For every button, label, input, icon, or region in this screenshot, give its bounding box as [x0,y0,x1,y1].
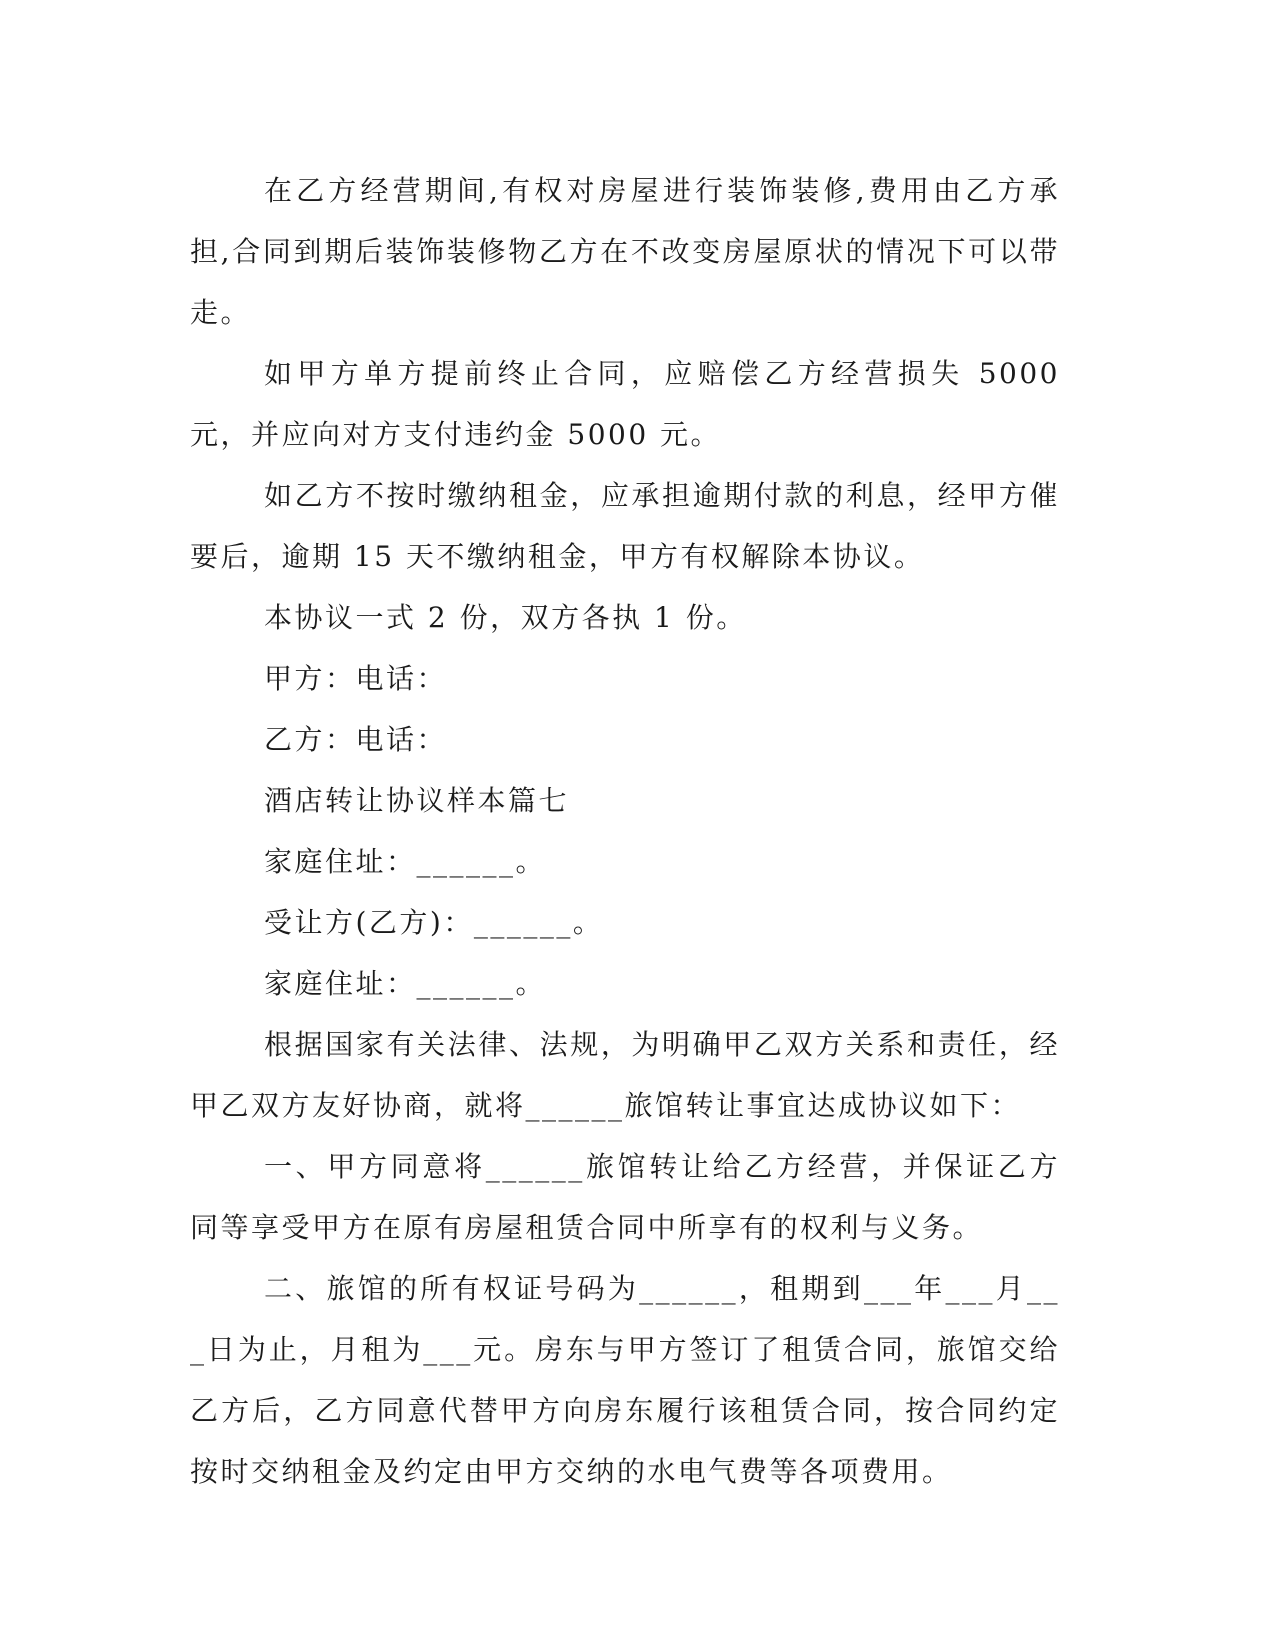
paragraph-renovation: 在乙方经营期间,有权对房屋进行装饰装修,费用由乙方承担,合同到期后装饰装修物乙方在不改变房屋原状的情况下可以带走。 [190,174,1060,329]
section-title: 酒店转让协议样本篇七 [264,784,570,817]
party-b-phone: 乙方：电话： [264,723,448,756]
clause-two: 二、旅馆的所有权证号码为______，租期到___年___月___日为止，月租为___元。房东与甲方签订了租赁合同，旅馆交给乙方后，乙方同意代替甲方向房东履行该租赁合同，按合同约定按时交纳租金及约定由甲方交纳的水电气费等各项费用。 [190,1272,1060,1488]
paragraph-late-rent: 如乙方不按时缴纳租金，应承担逾期付款的利息，经甲方催要后，逾期 15 天不缴纳租金，甲方有权解除本协议。 [190,479,1060,573]
paragraph-copies: 本协议一式 2 份，双方各执 1 份。 [264,601,747,634]
home-address-2: 家庭住址：______。 [264,967,547,1000]
transferee-party-b: 受让方(乙方)：______。 [264,906,604,939]
paragraph-preamble: 根据国家有关法律、法规，为明确甲乙双方关系和责任，经甲乙双方友好协商，就将______旅馆转让事宜达成协议如下： [190,1028,1060,1122]
document-body [190,160,1060,1502]
home-address-1: 家庭住址：______。 [264,845,547,878]
paragraph-early-termination: 如甲方单方提前终止合同，应赔偿乙方经营损失 5000 元，并应向对方支付违约金 5000 元。 [190,357,1060,451]
party-a-phone: 甲方：电话： [264,662,448,695]
clause-one: 一、甲方同意将______旅馆转让给乙方经营，并保证乙方同等享受甲方在原有房屋租赁合同中所享有的权利与义务。 [190,1150,1060,1244]
